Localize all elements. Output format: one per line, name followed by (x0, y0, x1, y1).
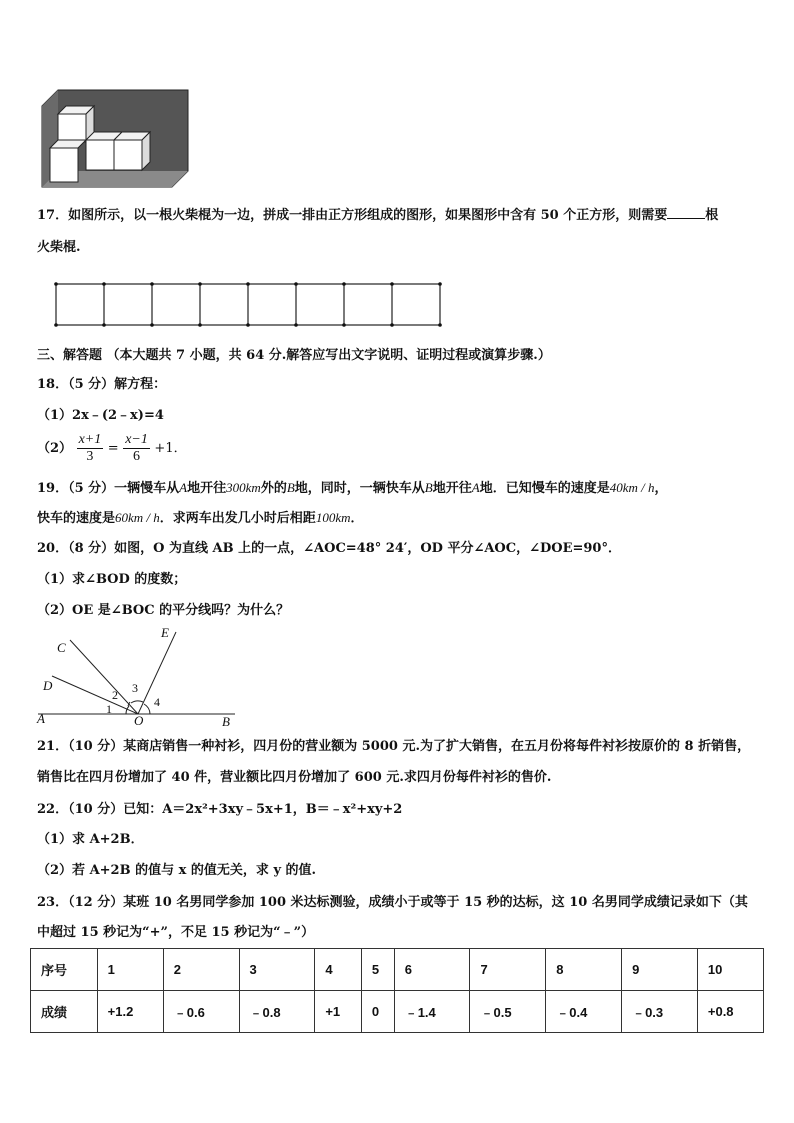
fraction-1-denominator: 3 (86, 449, 94, 464)
q23-line2: 中超过 15 秒记为“+”，不足 15 秒记为“﹣”） (37, 925, 315, 940)
q19-line1 (37, 478, 668, 499)
q19-text: ， (654, 481, 668, 496)
fraction-2-denominator: 6 (133, 449, 141, 464)
point-a: A (179, 480, 188, 495)
q19-text: 地开往 (187, 481, 227, 496)
q20-part2: （2）OE 是∠BOC 的平分线吗？为什么？ (37, 603, 290, 618)
angle-1-label: 1 (106, 702, 112, 716)
q22-part1: （1）求 A+2B． (37, 832, 144, 847)
q17-line1 (37, 206, 718, 226)
q18-part2-label: （2） (37, 441, 73, 456)
section-title: 三、解答题 （本大题共 7 小题，共 64 分.解答应写出文字说明、证明过程或演算步骤.） (37, 348, 551, 363)
table-row (31, 991, 764, 1033)
label-o: O (134, 713, 144, 728)
table-cell: 1 (97, 949, 163, 991)
scores-table (30, 948, 764, 1033)
q18-head: 18．（5 分）解方程： (37, 377, 167, 392)
q19-text: 19．（5 分）一辆慢车从 (37, 481, 180, 496)
angle-3-label: 3 (132, 681, 138, 695)
table-cell: ﹣0.4 (546, 991, 622, 1033)
fast-speed-value: 60km / h (115, 510, 160, 525)
q19-text: 外的 (260, 481, 287, 496)
fraction-1 (77, 432, 104, 465)
answer-blank (667, 206, 705, 219)
q20-part1: （1）求∠BOD 的度数； (37, 572, 187, 587)
slow-speed-value: 40km / h (609, 480, 655, 495)
q22-part2: （2）若 A+2B 的值与 x 的值无关，求 y 的值. (37, 863, 317, 878)
table-cell: ﹣1.4 (394, 991, 470, 1033)
matchstick-squares-figure (52, 280, 446, 330)
q21-line2: 销售比在四月份增加了 40 件，营业额比四月份增加了 600 元.求四月份每件衬衫的售价. (37, 770, 552, 785)
table-cell: 3 (239, 949, 315, 991)
q18-part1: （1）2x﹣(2﹣x)=4 (37, 408, 164, 423)
table-cell: 10 (697, 949, 763, 991)
table-row (31, 949, 764, 991)
angle-2-label: 2 (112, 688, 118, 702)
table-cell: ﹣0.5 (470, 991, 546, 1033)
label-d: D (43, 678, 53, 693)
table-cell: 6 (394, 949, 470, 991)
angle-figure (30, 622, 245, 730)
table-row-header: 序号 (31, 949, 98, 991)
q18-tail: +1． (154, 441, 187, 456)
gap-distance-value: 100km (315, 510, 351, 525)
table-cell: 4 (315, 949, 362, 991)
fraction-1-numerator: x+1 (78, 432, 102, 447)
q17-line2: 火柴棍. (37, 240, 81, 255)
table-cell: +1 (315, 991, 362, 1033)
q23-line1: 23．（12 分）某班 10 名男同学参加 100 米达标测验，成绩小于或等于 15 秒的达标，这 10 名男同学成绩记录如下（其 (37, 895, 748, 910)
label-c: C (57, 640, 66, 655)
cube-figure (40, 88, 190, 190)
table-cell: ﹣0.8 (239, 991, 315, 1033)
fraction-2 (123, 432, 150, 465)
table-cell: ﹣0.6 (163, 991, 239, 1033)
label-a: A (37, 711, 45, 726)
table-cell: 0 (361, 991, 394, 1033)
table-cell: +1.2 (97, 991, 163, 1033)
q19-text: ．求两车出发几小时后相距 (159, 511, 316, 526)
q17-text: 17．如图所示，以一根火柴棍为一边，拼成一排由正方形组成的图形，如果图形中含有 50 个正方形，则需要 (37, 208, 668, 223)
q22-head: 22．（10 分）已知：A＝2x²+3xy﹣5x+1，B＝﹣x²+xy+2 (37, 802, 403, 817)
table-cell: ﹣0.3 (622, 991, 698, 1033)
point-b: B (286, 480, 295, 495)
table-cell: 2 (163, 949, 239, 991)
q19-text: ． (350, 511, 364, 526)
q19-line2 (37, 508, 364, 529)
table-cell: +0.8 (697, 991, 763, 1033)
table-cell: 9 (622, 949, 698, 991)
q19-text: 地，同时，一辆快车从 (294, 481, 425, 496)
point-b: B (424, 480, 433, 495)
q21-line1: 21．（10 分）某商店销售一种衬衫，四月份的营业额为 5000 元.为了扩大销售，在五月份将每件衬衫按原价的 8 折销售， (37, 739, 751, 754)
q19-text: 地开往 (432, 481, 472, 496)
table-cell: 7 (470, 949, 546, 991)
label-e: E (161, 625, 169, 640)
q19-text: 快车的速度是 (37, 511, 116, 526)
q19-text: 地．已知慢车的速度是 (479, 481, 610, 496)
point-a: A (471, 480, 480, 495)
q17-text-end: 根 (705, 208, 719, 223)
equals-sign: = (107, 441, 119, 456)
table-row-header: 成绩 (31, 991, 98, 1033)
distance-value: 300km (226, 480, 261, 495)
table-cell: 5 (361, 949, 394, 991)
table-cell: 8 (546, 949, 622, 991)
q20-head: 20．（8 分）如图，O 为直线 AB 上的一点，∠AOC=48° 24′，OD 平分∠AOC，∠DOE=90°． (37, 541, 621, 556)
q18-part2 (37, 432, 187, 466)
label-b: B (222, 714, 230, 729)
angle-4-label: 4 (154, 695, 160, 709)
fraction-2-numerator: x−1 (125, 432, 148, 447)
